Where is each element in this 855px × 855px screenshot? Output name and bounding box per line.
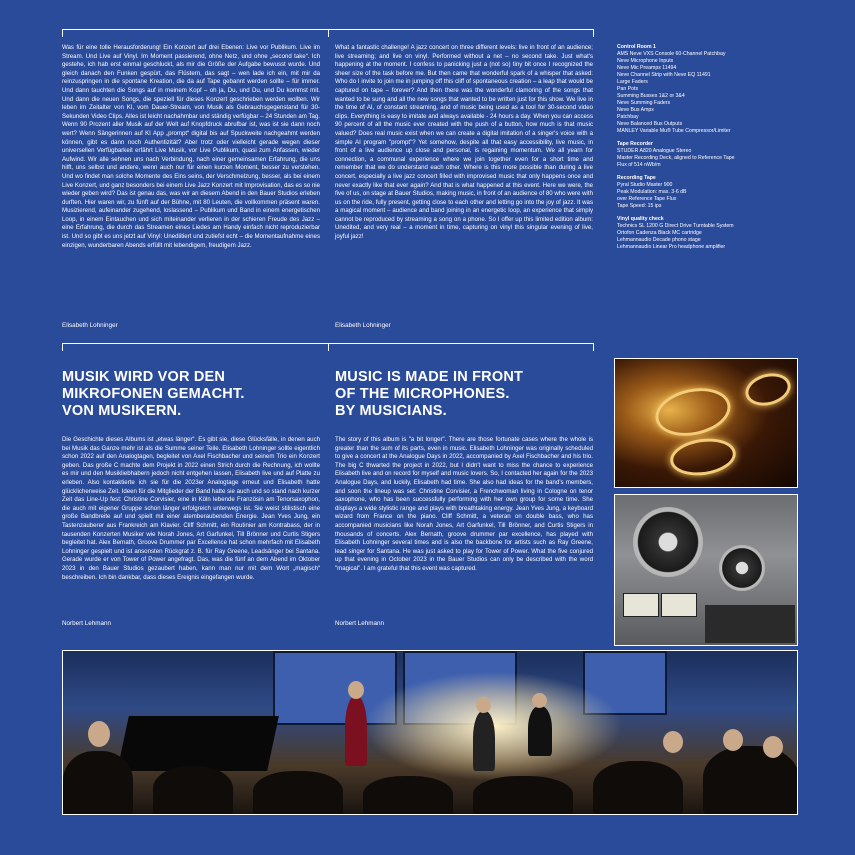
- audience-figure: [473, 776, 573, 815]
- reel-shape: [668, 435, 738, 480]
- specs-item: Ortofon Cadenza Black MC cartridge: [617, 230, 702, 236]
- specs-item: MANLEY Variable Mu® Tube Compressor/Limiter: [617, 128, 731, 134]
- english-intro-column: [335, 44, 593, 242]
- specs-group-vinyl-check: [617, 216, 797, 251]
- drummer-head: [532, 693, 547, 708]
- audience-figure: [593, 761, 683, 815]
- specs-item: Peak Modulation: max. 3-6 dB: [617, 189, 687, 195]
- specs-title: Vinyl quality check: [617, 216, 664, 222]
- specs-item: over Reference Tape Flux: [617, 196, 677, 202]
- specs-item: Technics SL 1200 G Direct Drive Turntable System: [617, 223, 734, 229]
- singer-figure: [345, 696, 367, 766]
- specs-group-control-room: [617, 44, 797, 135]
- middle-tick-middle: [328, 343, 329, 351]
- audience-head: [663, 731, 683, 753]
- specs-item: Lehmannaudio Linear Pro headphone amplifier: [617, 244, 726, 250]
- reel-shape: [719, 545, 765, 591]
- specs-title: Recording Tape: [617, 175, 656, 181]
- specs-title: Tape Recorder: [617, 141, 653, 147]
- specs-item: Pyral Studio Master 900: [617, 182, 673, 188]
- piano-shape: [117, 716, 279, 771]
- specs-item: Lehmannaudio Decade phono stage: [617, 237, 701, 243]
- top-tick-right: [593, 29, 594, 37]
- german-heading: [62, 369, 322, 420]
- english-heading-line: MUSIC IS MADE IN FRONT: [335, 369, 524, 385]
- german-intro-text: Was für eine tolle Herausforderung! Ein Konzert auf drei Ebenen: Live vor Publikum. Live im Stream. Und Live auf Vinyl. Im Moment passierend, ohne Netz, und ohne „second take“. Ich gestehe, ich hab erst einmal geschluckt, als mir die Größe der Aufgabe bewusst wurde. Und gleich danach den Funken gespürt, das Flüstern, das sagt – wen lade ich ein, mit mir da reinzuspringen in die spontane Kreation, die da auf Tape gebannt werden sollte – für immer. Und dann tauchten die Songs auf in meinem Kopf – oh ja, Du, und Du, und Du kommst mit. Und dann die neuen Songs, die speziell für dieses Konzert geschrieben werden wollten. Wir leben im Zeitalter von KI, vom Dauer-Stream, von Musik als Gebrauchsgegenstand für 30-Sekunden Video Clips. Alles ist leicht nachahmbar und ständig verfügbar – 24 Stunden am Tag. Wenn 90 Prozent aller Musik auf der Welt auf Knopfdruck abrufbar ist, was ist sie dann noch wert? Wenn Sängerinnen auf KI App „prompt“ digital bis auf Spuckweite nachgeahmt werden können, gibt es dann noch Authentizität? Aber trotz oder vielleicht gerade wegen dieser universellen Verfügbarkeit erfährt Live Musik, vor Live Publikum, quasi zum Anfassen, wieder Aufwind. Wir alle sehnen uns nach Verbindung, nach einer gemeinsamen Erfahrung, die uns hilft, uns selbst und andere, wenn auch nur für einen kurzen Moment, besser zu verstehen. Und wo findet man solche Momente des Eins seins, der Verschmelzung, besser, als bei einem Live Konzert, und ganz besonders bei einem Live Jazz Konzert mit Improvisation, das es so nie wieder geben wird? Das ist genau das, was wir an diesem Abend in den Bauer Studios erleben durften. Hier waren wir, zu fünft auf der Bühne, mit 80 Leuten, die vollkommen präsent waren. Musizierend, aufeinander zugehend, loslassend – Publikum und Band in einem energetischen Loop, in einem Eintauchen und sich miteinander verlieren in der schieren Freude des Jazz – eine Erfahrung, die durch das Streamen eines Liedes am Handy einfach nicht reproduzierbar ist. Und so gibt es uns jetzt auf Vinyl: Unediitiert und zutiefst echt – die Momentaufnahme eines einzigen, wunderbaren Abends erfüllt mit lebendigem, freudigem Jazz.: [62, 44, 320, 249]
- specs-item: Pan Pots: [617, 86, 639, 92]
- vu-meter-shape: [623, 593, 659, 617]
- english-story-column: [335, 436, 593, 574]
- reel-shape: [651, 382, 735, 443]
- specs-item: Neve Bus Amps: [617, 107, 654, 113]
- specs-group-recording-tape: [617, 175, 797, 210]
- concert-photo: [62, 650, 798, 815]
- audience-head: [763, 736, 783, 758]
- specs-item: STUDER A820 Analogue Stereo: [617, 148, 692, 154]
- vu-meter-shape: [661, 593, 697, 617]
- audience-figure: [703, 746, 798, 815]
- english-intro-signature: Elisabeth Lohninger: [335, 322, 391, 329]
- german-heading-line: MIKROFONEN GEMACHT.: [62, 386, 245, 402]
- german-intro-column: [62, 44, 320, 250]
- audience-figure: [153, 766, 233, 815]
- german-story-text: Die Geschichte dieses Albums ist „etwas länger“. Es gibt sie, diese Glücksfälle, in denen auch bei Musik das Ganze mehr ist als die Summe seiner Teile. Elisabeth Lohninger sollte eigentlich schon 2022 auf den Analogtagen, begleitet von Axel Fischbacher und seinem Trio ein Konzert geben. Das große C machte dem Projekt in 2022 einen Strich durch die Rechnung, ich wollte es mir und den Musikliebhabern jedoch nicht entgehen lassen, Elisabeth live und auf Platte zu erleben. Also kontaktierte ich sie für die 2023er Analogtage erneut und Elisabeth hatte glücklicherweise Zeit. Ideen für die Mitglieder der Band hatte sie auch und so stand nach kurzer Zeit das Line-Up fest: Christine Corvisier, eine in Köln lebende Französin am Tenorsaxophon, die auch mit eigener Gruppe schon länger erfolgreich unterwegs ist. Sie weist stilistisch eine große Bandbreite auf und spielt mit einer atemberaubenden Energie. Jean Yves Jung, ein Tastenzauberer aus Frankreich am Klavier. Cliff Schmitt, ein Routinier am Kontrabass, der in tausenden Konzerten Musiker wie Norah Jones, Art Garfunkel, Till Brönner und Curtis Stigers begleitet hat. Alex Bernath, Groove Drummer par Excellence hat schon mehrfach mit Elisabeth Lohninger gespielt und ist ansonsten Rückgrat z. B. für Ray Greene, Leadsänger bei Santana. Gerade wurde er von Tower of Power angefragt. Das, was die fünf an dem Abend im Oktober 2023 in den Bauer Studios gezaubert haben, kann man nur mit dem Wort „magisch“ beschreiben. Ich bin dankbar, dass dieses Ereignis eingefangen wurde.: [62, 436, 320, 581]
- german-story-column: [62, 436, 320, 582]
- german-intro-signature: Elisabeth Lohninger: [62, 322, 118, 329]
- english-story-signature: Norbert Lehmann: [335, 620, 385, 627]
- specs-item: Master Recording Deck, aligned to Reference Tape: [617, 155, 735, 161]
- audience-figure: [253, 771, 343, 815]
- specs-item: Summing Busses 1&2 or 3&4: [617, 93, 685, 99]
- specs-group-tape-recorder: [617, 141, 797, 169]
- german-heading-line: VON MUSIKERN.: [62, 403, 182, 419]
- specs-item: Neve Balanced Bus Outputs: [617, 121, 683, 127]
- specs-item: Neve Channel Strip with Neve EQ 11491: [617, 72, 711, 78]
- english-intro-text: What a fantastic challenge! A jazz concert on three different levels: live in front of an audience; live streaming; and live on vinyl. Performed without a net – no second take. Just what's happening at the moment. I confess to panicking just a (not so) tiny bit once I recognized the sheer size of the task before me. But then came that wonderful spark of a whisper that asked: Who do I invite to join me in jumping off this cliff of spontaneous creation – a leap that would be captured on tape – forever? And then there was the wonderful clamoring of the songs that wanted to be sung and all the new songs that wanted to be written just for this show. We live in the time of AI, of constant streaming, and of music being used as a tool for 30-second video clips. Everything is easy to imitate and always available - 24 hours a day. When you can access 90 percent of all the music ever created with the push of a button, how much is that music valued? Does real music exist when we can create a digital imitation of a singer's voice with a simple AI program "prompt"? Yet somehow, despite all that easy accessibility, live music, in front of a live audience up close and personal, is regaining momentum. We all yearn for connection, a communal experience where we join together even for a short time and remember that we do understand each other. Where is this more possible than during a live concert, especially a live jazz concert filled with improvised music that only happens once and never exactly like that ever again? And that is what happened at this event. Here we were, the five of us, on stage at Bauer Studios, making music, in front of an audience of 80 who were with us on the ride, fully present, getting close to each other and letting go into the joy of jazz. It was a magical moment – audience and band joining in an energetic loop, an experience that simply cannot be reproduced by streaming a song on a phone. So I offer up this limited edition album: Unedited, and very real – a moment in time, capturing on vinyl this singular evening of live, joyful jazz!: [335, 44, 593, 241]
- audience-figure: [63, 751, 133, 815]
- specs-item: Neve Microphone Inputs: [617, 58, 674, 64]
- tape-recorder-photo: [614, 494, 798, 646]
- saxophonist-figure: [473, 711, 495, 771]
- english-heading: [335, 369, 595, 420]
- reel-shape: [742, 369, 794, 411]
- specs-item: Large Faders: [617, 79, 648, 85]
- top-tick-middle: [328, 29, 329, 37]
- specs-title: Control Room 1: [617, 44, 656, 50]
- audience-head: [723, 729, 743, 751]
- specs-item: AMS Neve VXS Console 60-Channel Patchbay: [617, 51, 726, 57]
- tape-reels-photo: [614, 358, 798, 488]
- audience-head: [88, 721, 110, 747]
- specs-item: Neve Summing Faders: [617, 100, 671, 106]
- middle-tick-left: [62, 343, 63, 351]
- middle-tick-right: [593, 343, 594, 351]
- studio-specs: [617, 44, 797, 257]
- specs-item: Patchbay: [617, 114, 639, 120]
- saxophonist-head: [476, 697, 491, 713]
- singer-head: [348, 681, 364, 699]
- german-heading-line: MUSIK WIRD VOR DEN: [62, 369, 226, 385]
- specs-item: Tape Speed: 15 ips: [617, 203, 662, 209]
- specs-item: Flux of 514 nWb/m: [617, 162, 661, 168]
- english-heading-line: OF THE MICROPHONES.: [335, 386, 510, 402]
- drummer-figure: [528, 706, 552, 756]
- audience-figure: [363, 776, 453, 815]
- german-story-signature: Norbert Lehmann: [62, 620, 112, 627]
- english-heading-line: BY MUSICIANS.: [335, 403, 447, 419]
- reel-shape: [633, 507, 703, 577]
- english-story-text: The story of this album is "a bit longer". There are those fortunate cases where the whole is greater than the sum of its parts, even in music. Elisabeth Lohninger was originally scheduled to give a concert at the Analogue Days in 2022, accompanied by Axel Fischbacher and his trio. The big C thwarted the project in 2022, but I didn't want to miss the chance to experience Elisabeth live and on record for myself and music lovers. So, I contacted her again for the 2023 Analogue Days, and luckily, Elisabeth had time. She also had ideas for the band's members, and soon the lineup was set: Christine Corvisier, a Frenchwoman living in Cologne on tenor saxophone, who has been successfully performing with her own group for some time. She displays a wide stylistic range and plays with breathtaking energy. Jean Yves Jung, a keyboard wizard from France on the piano. Cliff Schmitt, a veteran on double bass, who has accompanied musicians like Norah Jones, Art Garfunkel, Till Brönner, and Curtis Stigers in thousands of concerts. Alex Bernath, groove drummer par excellence, has played with Elisabeth Lohninger several times and is also the backbone for artists such as Ray Greene, lead singer for Santana. He was just asked to play for Tower of Power. What the five conjured up that evening in October 2023 in the Bauer Studios can only be described with the word "magical". I am grateful that this event was captured.: [335, 436, 593, 572]
- control-panel-shape: [705, 605, 795, 643]
- top-tick-left: [62, 29, 63, 37]
- specs-item: Neve Mic Preamps 11494: [617, 65, 677, 71]
